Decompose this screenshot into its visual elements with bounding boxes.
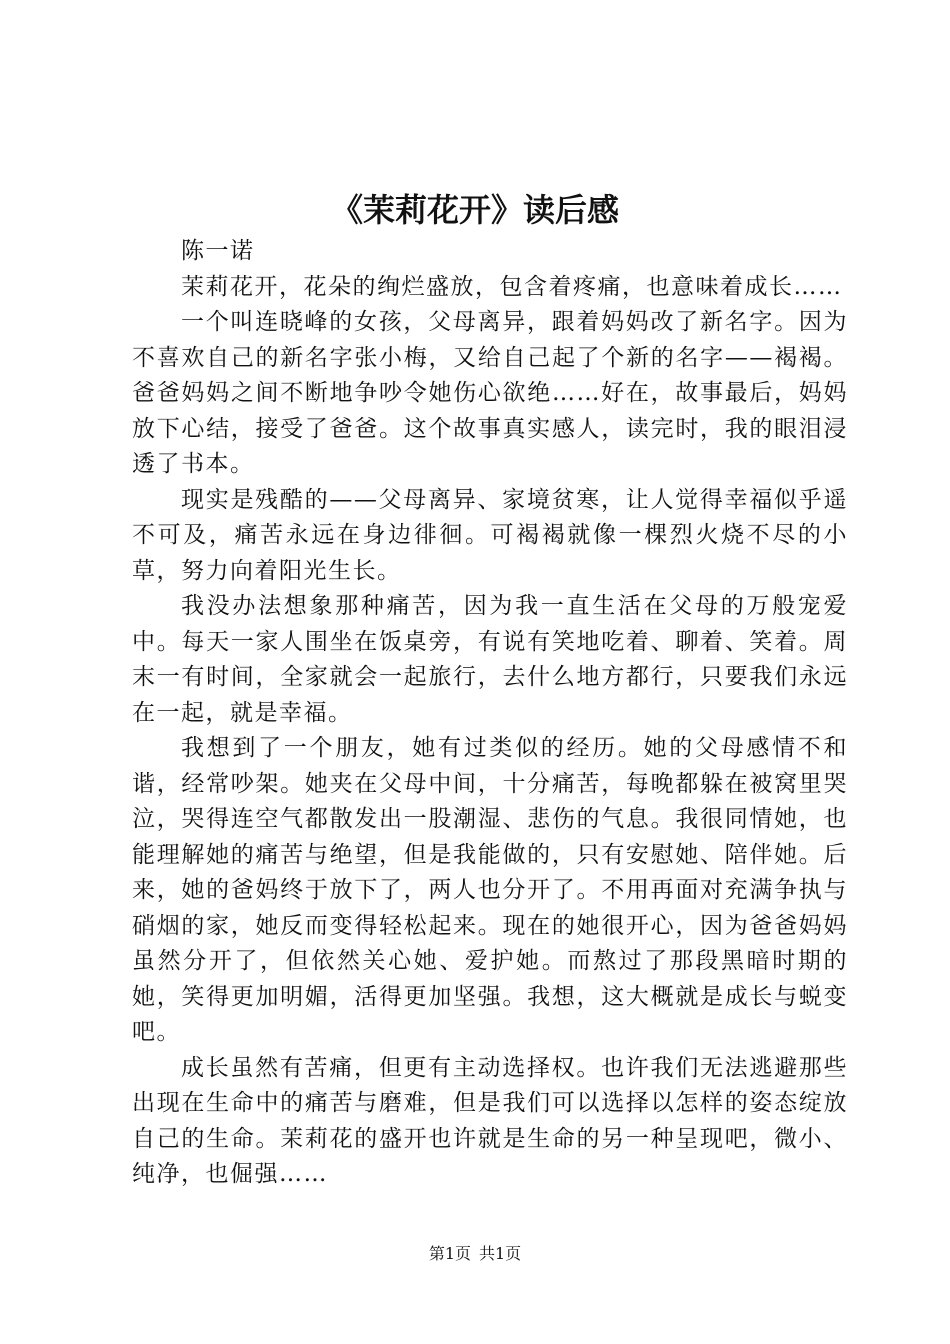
article-body	[132, 234, 848, 1193]
paragraph: 一个叫连晓峰的女孩，父母离异，跟着妈妈改了新名字。因为不喜欢自己的新名字张小梅，又给自己起了个新的名字——褐褐。爸爸妈妈之间不断地争吵令她伤心欲绝……好在，故事最后，妈妈放下心结，接受了爸爸。这个故事真实感人，读完时，我的眼泪浸透了书本。	[132, 309, 848, 477]
paragraph: 我没办法想象那种痛苦，因为我一直生活在父母的万般宠爱中。每天一家人围坐在饭桌旁，有说有笑地吃着、聊着、笑着。周末一有时间，全家就会一起旅行，去什么地方都行，只要我们永远在一起，就是幸福。	[132, 593, 848, 726]
author-line: 陈一诺	[181, 238, 255, 264]
page-footer	[0, 1243, 950, 1265]
paragraph: 现实是残酷的——父母离异、家境贫寒，让人觉得幸福似乎遥不可及，痛苦永远在身边徘徊。可褐褐就像一棵烈火烧不尽的小草，努力向着阳光生长。	[132, 486, 848, 584]
paragraph: 茉莉花开，花朵的绚烂盛放，包含着疼痛，也意味着成长……	[181, 273, 843, 300]
paragraph: 我想到了一个朋友，她有过类似的经历。她的父母感情不和谐，经常吵架。她夹在父母中间，十分痛苦，每晚都躲在被窝里哭泣，哭得连空气都散发出一股潮湿、悲伤的气息。我很同情她，也能理解她的痛苦与绝望，但是我能做的，只有安慰她、陪伴她。后来，她的爸妈终于放下了，两人也分开了。不用再面对充满争执与硝烟的家，她反而变得轻松起来。现在的她很开心，因为爸爸妈妈虽然分开了，但依然关心她、爱护她。而熬过了那段黑暗时期的她，笑得更加明媚，活得更加坚强。我想，这大概就是成长与蜕变吧。	[132, 735, 848, 1045]
page-number: 第1页	[428, 1244, 471, 1263]
paragraph: 成长虽然有苦痛，但更有主动选择权。也许我们无法逃避那些出现在生命中的痛苦与磨难，但是我们可以选择以怎样的姿态绽放自己的生命。茉莉花的盛开也许就是生命的另一种呈现吧，微小、纯净，也倔强……	[132, 1054, 848, 1187]
page-title: 《茉莉花开》读后感	[330, 191, 619, 229]
page-total: 共1页	[479, 1244, 522, 1263]
